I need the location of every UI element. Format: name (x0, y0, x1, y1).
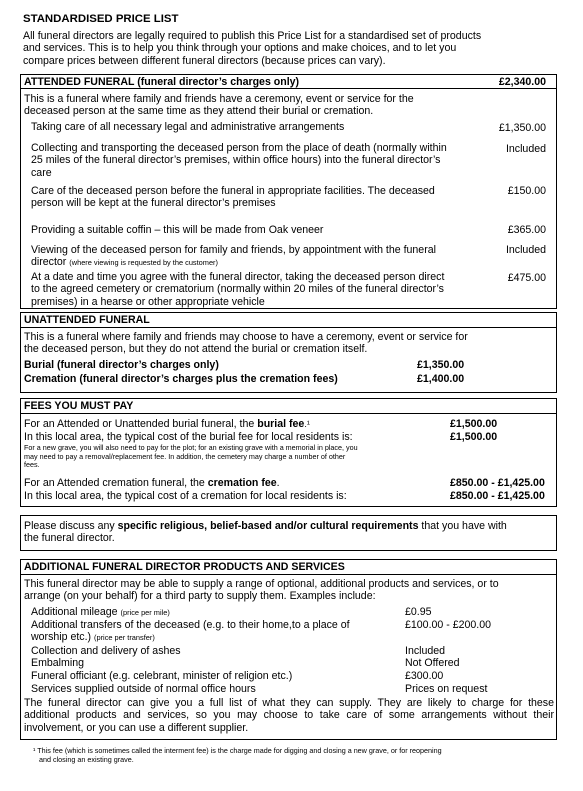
burial-local-price: £1,500.00 (450, 431, 498, 443)
price-viewing: Included (505, 244, 546, 256)
burial-fee-text: For an Attended or Unattended burial funeral, the (24, 418, 258, 430)
price-hearse: £475.00 (507, 272, 546, 284)
item-text: Taking care of all necessary legal and administrative arrangements (31, 121, 345, 133)
attended-description (24, 93, 414, 118)
price-additional-transfers: £100.00 - £200.00 (405, 619, 492, 631)
item-note: (price per transfer) (94, 633, 155, 643)
price-embalming: Not Offered (405, 657, 460, 669)
closing-line: The funeral director can give you a full list of what they can supply. They are likely to charge for these (24, 697, 554, 709)
cremation-local-line: In this local area, the typical cost of a cremation for local residents is: (24, 490, 347, 502)
unattended-cremation-price: £1,400.00 (417, 373, 465, 385)
item-text (31, 631, 350, 643)
discuss-line: the funeral director. (24, 532, 115, 545)
desc-line: This funeral director may be able to supply a range of optional, additional products and services, or to (24, 578, 499, 590)
page-title: STANDARDISED PRICE LIST (23, 13, 179, 25)
desc-line: This is a funeral where family and friends have a ceremony, event or service for the (24, 93, 414, 105)
unattended-burial-price: £1,350.00 (417, 359, 465, 371)
desc-line: arrange (on your behalf) for a third party to supply them. Examples include: (24, 590, 376, 603)
cremation-fee-line (24, 477, 280, 489)
attended-total: £2,340.00 (498, 76, 546, 88)
price-officiant: £300.00 (405, 670, 444, 682)
burial-local-line: In this local area, the typical cost of the burial fee for local residents is: (24, 431, 353, 443)
cremation-local-price: £850.00 - £1,425.00 (450, 490, 545, 502)
item-text-part: worship etc.) (31, 631, 92, 644)
item-text: Viewing of the deceased person for family and friends, by appointment with the funeral (31, 244, 436, 256)
intro-line: and services. This is to help you think through your options and make choices, and to let you (23, 42, 457, 55)
item-text: Care of the deceased person before the funeral in appropriate facilities. The deceased (31, 185, 435, 197)
item-text: premises) in a hearse or other appropriate vehicle (31, 295, 265, 308)
note-line: fees. (24, 460, 40, 470)
item-additional-mileage (31, 606, 170, 618)
footnote (33, 747, 442, 764)
unattended-cremation-label: Cremation (funeral director’s charges plus the cremation fees) (24, 373, 338, 385)
item-hearse (31, 271, 444, 308)
unattended-heading: UNATTENDED FUNERAL (24, 314, 150, 326)
divider (20, 413, 557, 414)
item-note: (price per mile) (120, 608, 170, 617)
burial-fee-line (24, 418, 310, 430)
cremation-fee-term: cremation fee (207, 477, 277, 489)
intro-line: All funeral directors are legally required to publish this Price List for a standardised set of products (23, 30, 482, 42)
item-note: (where viewing is requested by the customer) (69, 258, 218, 268)
item-text: At a date and time you agree with the funeral director, taking the deceased person direct (31, 271, 445, 283)
item-text: Additional mileage (31, 606, 118, 618)
additional-closing (24, 697, 554, 734)
intro-line: compare prices between different funeral directors (because prices can vary). (23, 54, 386, 67)
note-line: For a new grave, you will also need to pay for the plot; for an existing grave with a memorial in place, you (24, 443, 358, 452)
unattended-description (24, 331, 468, 356)
additional-description (24, 578, 499, 603)
unattended-burial-label: Burial (funeral director’s charges only) (24, 359, 219, 371)
footnote-ref: .¹ (304, 419, 310, 429)
item-collecting-transport (31, 142, 447, 179)
price-ashes: Included (405, 645, 446, 657)
item-out-of-hours: Services supplied outside of normal office hours (31, 683, 256, 695)
item-text: to the agreed cemetery or crematorium (normally within 20 miles of the funeral director’s (31, 283, 444, 296)
desc-line: This is a funeral where family and friends may choose to have a ceremony, event or service for (24, 331, 468, 343)
footnote-line: and closing an existing grave. (39, 754, 134, 764)
item-legal-arrangements (31, 121, 344, 133)
item-text: 25 miles of the funeral director’s premises, within office hours) into the funeral director’s (31, 154, 441, 167)
burial-fee-price: £1,500.00 (450, 418, 498, 430)
price-out-of-hours: Prices on request (405, 683, 488, 695)
price-care-of-deceased: £150.00 (507, 185, 546, 197)
footnote-marker: ¹ (33, 746, 36, 755)
attended-heading: ATTENDED FUNERAL (funeral director’s charges only) (24, 76, 300, 88)
item-coffin (31, 224, 323, 236)
cremation-fee-text: For an Attended cremation funeral, the (24, 477, 208, 489)
item-officiant: Funeral officiant (e.g. celebrant, minister of religion etc.) (31, 670, 293, 682)
burial-fee-term: burial fee (257, 418, 305, 430)
desc-line: deceased person at the same time as they attend their burial or cremation. (24, 105, 374, 118)
item-text: person will be kept at the funeral director’s premises (31, 197, 276, 210)
intro-text (23, 30, 481, 67)
item-text: Providing a suitable coffin – this will be made from Oak veneer (31, 224, 324, 236)
item-text: Additional transfers of the deceased (e.g. to their home,to a place of (31, 619, 350, 631)
cremation-fee-price: £850.00 - £1,425.00 (450, 477, 545, 489)
note-line: may need to pay a removal/replacement fee. In addition, the cemetery may charge a number of other (24, 451, 346, 461)
cremation-fee-end: . (276, 477, 280, 489)
closing-line: involvement, or you can use a different supplier. (24, 721, 249, 734)
additional-heading: ADDITIONAL FUNERAL DIRECTOR PRODUCTS AND SERVICES (24, 561, 345, 573)
item-care-of-deceased (31, 185, 435, 210)
item-viewing (31, 244, 436, 269)
item-text: care (31, 166, 52, 179)
price-additional-mileage: £0.95 (405, 606, 432, 618)
price-coffin: £365.00 (507, 224, 546, 236)
discuss-text-part: that you have with (418, 520, 507, 532)
item-ashes: Collection and delivery of ashes (31, 645, 181, 657)
item-additional-transfers (31, 619, 350, 644)
burial-note (24, 444, 358, 470)
divider (20, 327, 557, 328)
item-text-part: director (31, 256, 67, 269)
divider (20, 574, 557, 575)
price-legal-arrangements: £1,350.00 (498, 122, 546, 134)
closing-line: additional products and services, so you may choose to take care of some arrangements without their (24, 709, 554, 722)
discuss-text-part: Please discuss any (24, 520, 118, 532)
item-embalming: Embalming (31, 657, 84, 669)
item-text (31, 256, 436, 268)
discuss-text (24, 520, 507, 545)
discuss-emphasis: specific religious, belief-based and/or cultural requirements (117, 520, 419, 532)
fees-heading: FEES YOU MUST PAY (24, 400, 134, 412)
footnote-text: This fee (which is sometimes called the interment fee) is the charge made for digging and closing a new grave, or for reopening (37, 746, 442, 755)
desc-line: the deceased person, but they do not attend the burial or cremation itself. (24, 343, 368, 356)
discuss-line (24, 520, 507, 532)
price-collecting-transport: Included (505, 143, 546, 155)
item-text: Collecting and transporting the deceased person from the place of death (normally within (31, 142, 447, 154)
